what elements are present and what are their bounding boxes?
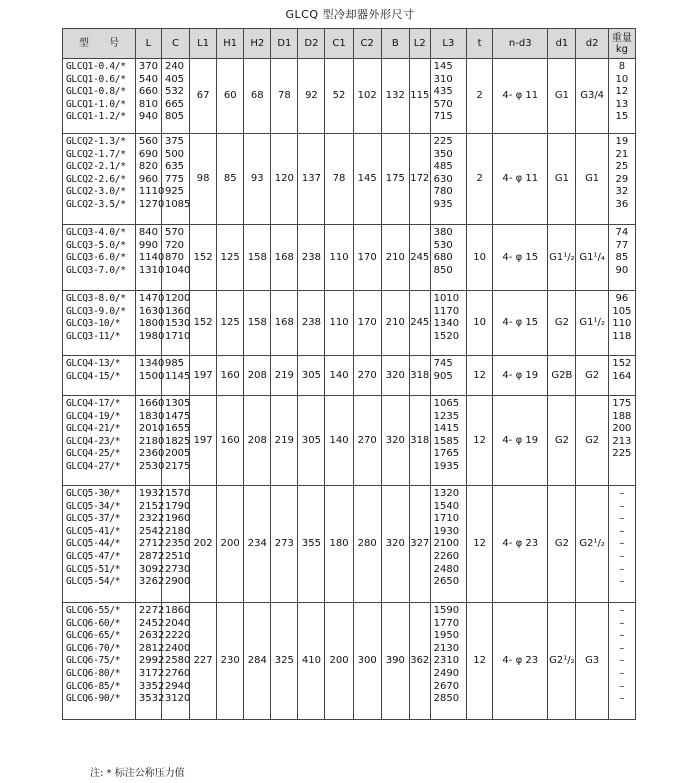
cell-d1: G1¹/₂: [548, 225, 576, 291]
cell-d1: 120: [271, 134, 298, 225]
cell-d2: 305: [298, 396, 325, 486]
cell-t: 12: [467, 356, 493, 396]
cell-b: 210: [381, 291, 409, 356]
cell-l3: 1590 1770 1950 2130 2310 2490 2670 2850: [430, 603, 466, 720]
cell-c2: 280: [353, 486, 381, 603]
cell-l3: 225 350 485 630 780 935: [430, 134, 466, 225]
model-list: GLCQ4-17/* GLCQ4-19/* GLCQ4-21/* GLCQ4-23/* GLCQ4-25/* GLCQ4-27/*: [63, 396, 136, 486]
cell-c2: 270: [353, 356, 381, 396]
cell-h2: 158: [244, 225, 271, 291]
cell-c2: 170: [353, 225, 381, 291]
cell-c1: 110: [325, 225, 353, 291]
cell-c1: 140: [325, 396, 353, 486]
cell-l: 1660 1830 2010 2180 2360 2530: [135, 396, 161, 486]
cell-h2: 208: [244, 396, 271, 486]
cell-l: 1932 2152 2322 2542 2712 2872 3092 3262: [135, 486, 161, 603]
cell-d1: G2: [548, 291, 576, 356]
cell-c2: 145: [353, 134, 381, 225]
model-list: GLCQ2-1.3/* GLCQ2-1.7/* GLCQ2-2.1/* GLCQ2-2.6/* GLCQ2-3.0/* GLCQ2-3.5/*: [63, 134, 136, 225]
cell-l3: 380 530 680 850: [430, 225, 466, 291]
cell-c: 1200 1360 1530 1710: [161, 291, 189, 356]
model-list: GLCQ3-8.0/* GLCQ3-9.0/* GLCQ3-10/* GLCQ3-11/*: [63, 291, 136, 356]
cell-c1: 200: [325, 603, 353, 720]
model-list: GLCQ5-30/* GLCQ5-34/* GLCQ5-37/* GLCQ5-41/* GLCQ5-44/* GLCQ5-47/* GLCQ5-51/* GLCQ5-54/*: [63, 486, 136, 603]
table-row: [63, 59, 636, 134]
cell-l2: 245: [409, 291, 430, 356]
cell-l2: 318: [409, 396, 430, 486]
cell-h1: 160: [217, 396, 244, 486]
cell-nd3: 4- φ 15: [493, 225, 548, 291]
cell-d2: G2: [576, 356, 608, 396]
cell-t: 2: [467, 59, 493, 134]
cell-h1: 200: [217, 486, 244, 603]
cell-c: 1860 2040 2220 2400 2580 2760 2940 3120: [161, 603, 189, 720]
header-cell: L2: [409, 29, 430, 59]
cell-d1: 219: [271, 356, 298, 396]
cell-c: 375 500 635 775 925 1085: [161, 134, 189, 225]
cell-l2: 172: [409, 134, 430, 225]
cell-c2: 102: [353, 59, 381, 134]
model-list: GLCQ3-4.0/* GLCQ3-5.0/* GLCQ3-6.0/* GLCQ3-7.0/*: [63, 225, 136, 291]
header-cell: L1: [190, 29, 217, 59]
cell-h2: 93: [244, 134, 271, 225]
header-cell: C1: [325, 29, 353, 59]
cell-l1: 227: [190, 603, 217, 720]
header-cell: C2: [353, 29, 381, 59]
header-cell: D1: [271, 29, 298, 59]
cell-l3: 1320 1540 1710 1930 2100 2260 2480 2650: [430, 486, 466, 603]
model-list: GLCQ1-0.4/* GLCQ1-0.6/* GLCQ1-0.8/* GLCQ1-1.0/* GLCQ1-1.2/*: [63, 59, 136, 134]
cell-c1: 78: [325, 134, 353, 225]
cell-nd3: 4- φ 19: [493, 356, 548, 396]
cell-b: 175: [381, 134, 409, 225]
header-model: 型 号: [63, 29, 136, 59]
header-cell: d2: [576, 29, 608, 59]
cell-l: 1340 1500: [135, 356, 161, 396]
table-row: [63, 134, 636, 225]
cell-d1: G2: [548, 396, 576, 486]
cell-l3: 145 310 435 570 715: [430, 59, 466, 134]
cell-c1: 180: [325, 486, 353, 603]
table-row: [63, 291, 636, 356]
cell-c1: 140: [325, 356, 353, 396]
cell-c: 1570 1790 1960 2180 2350 2510 2730 2900: [161, 486, 189, 603]
header-cell: L: [135, 29, 161, 59]
cell-d1: G2B: [548, 356, 576, 396]
cell-l2: 318: [409, 356, 430, 396]
weight-list: – – – – – – – –: [608, 486, 635, 603]
cell-d1: 325: [271, 603, 298, 720]
cell-d2: G2: [576, 396, 608, 486]
cell-l3: 1065 1235 1415 1585 1765 1935: [430, 396, 466, 486]
header-cell: t: [467, 29, 493, 59]
cell-d1: 168: [271, 291, 298, 356]
cell-d2: G3: [576, 603, 608, 720]
cell-l1: 67: [190, 59, 217, 134]
cell-d2: 92: [298, 59, 325, 134]
weight-list: 19 21 25 29 32 36: [608, 134, 635, 225]
cell-l1: 152: [190, 225, 217, 291]
cell-d1: G1: [548, 59, 576, 134]
cell-h2: 68: [244, 59, 271, 134]
header-weight-unit: kg: [615, 43, 628, 55]
weight-list: 8 10 12 13 15: [608, 59, 635, 134]
cell-l: 1470 1630 1800 1980: [135, 291, 161, 356]
cell-d2: G2¹/₂: [576, 486, 608, 603]
cell-l: 840 990 1140 1310: [135, 225, 161, 291]
cell-b: 132: [381, 59, 409, 134]
cell-h1: 125: [217, 291, 244, 356]
header-cell: H2: [244, 29, 271, 59]
cell-d1: 168: [271, 225, 298, 291]
weight-list: 152 164: [608, 356, 635, 396]
cell-d1: G2: [548, 486, 576, 603]
cell-nd3: 4- φ 11: [493, 59, 548, 134]
cell-c2: 270: [353, 396, 381, 486]
cell-l: 2272 2452 2632 2812 2992 3172 3352 3532: [135, 603, 161, 720]
cell-l1: 152: [190, 291, 217, 356]
footnote: 注: * 标注公称压力值: [90, 768, 185, 779]
cell-d2: G1: [576, 134, 608, 225]
cell-h2: 234: [244, 486, 271, 603]
cell-l2: 327: [409, 486, 430, 603]
header-cell: L3: [430, 29, 466, 59]
header-cell: d1: [548, 29, 576, 59]
cell-l: 370 540 660 810 940: [135, 59, 161, 134]
header-cell: n-d3: [493, 29, 548, 59]
cell-b: 320: [381, 486, 409, 603]
cell-nd3: 4- φ 11: [493, 134, 548, 225]
cell-nd3: 4- φ 19: [493, 396, 548, 486]
cell-d2: 410: [298, 603, 325, 720]
cell-b: 320: [381, 396, 409, 486]
cell-h1: 85: [217, 134, 244, 225]
cell-h2: 158: [244, 291, 271, 356]
cell-d2: G3/4: [576, 59, 608, 134]
header-cell: H1: [217, 29, 244, 59]
model-list: GLCQ6-55/* GLCQ6-60/* GLCQ6-65/* GLCQ6-70/* GLCQ6-75/* GLCQ6-80/* GLCQ6-85/* GLCQ6-90/*: [63, 603, 136, 720]
cell-l1: 197: [190, 356, 217, 396]
cell-d1: 273: [271, 486, 298, 603]
table-row: [63, 356, 636, 396]
cell-l1: 197: [190, 396, 217, 486]
cell-t: 2: [467, 134, 493, 225]
cell-nd3: 4- φ 23: [493, 486, 548, 603]
cell-t: 12: [467, 603, 493, 720]
cell-c2: 300: [353, 603, 381, 720]
cell-nd3: 4- φ 23: [493, 603, 548, 720]
cell-nd3: 4- φ 15: [493, 291, 548, 356]
cell-t: 10: [467, 225, 493, 291]
table-row: [63, 486, 636, 603]
cell-l: 560 690 820 960 1110 1270: [135, 134, 161, 225]
weight-list: – – – – – – – –: [608, 603, 635, 720]
cell-c2: 170: [353, 291, 381, 356]
cell-l2: 362: [409, 603, 430, 720]
cell-b: 320: [381, 356, 409, 396]
cell-h1: 230: [217, 603, 244, 720]
weight-list: 96 105 110 118: [608, 291, 635, 356]
cell-h1: 160: [217, 356, 244, 396]
cell-d1: G2¹/₂: [548, 603, 576, 720]
cell-d2: 137: [298, 134, 325, 225]
cell-c: 1305 1475 1655 1825 2005 2175: [161, 396, 189, 486]
cell-c: 570 720 870 1040: [161, 225, 189, 291]
header-weight: [608, 29, 635, 59]
cell-h2: 208: [244, 356, 271, 396]
table-row: [63, 603, 636, 720]
cell-d2: 355: [298, 486, 325, 603]
cell-c1: 110: [325, 291, 353, 356]
cell-l2: 115: [409, 59, 430, 134]
cell-d1: 78: [271, 59, 298, 134]
cell-d1: 219: [271, 396, 298, 486]
cell-d2: 238: [298, 291, 325, 356]
table-row: [63, 396, 636, 486]
cell-d1: G1: [548, 134, 576, 225]
cell-t: 12: [467, 486, 493, 603]
cell-b: 390: [381, 603, 409, 720]
header-cell: C: [161, 29, 189, 59]
header-cell: D2: [298, 29, 325, 59]
cell-c: 985 1145: [161, 356, 189, 396]
cell-t: 10: [467, 291, 493, 356]
dimension-table: [62, 28, 636, 720]
cell-h1: 125: [217, 225, 244, 291]
cell-l1: 98: [190, 134, 217, 225]
cell-d2: 305: [298, 356, 325, 396]
header-row: [63, 29, 636, 59]
cell-l3: 745 905: [430, 356, 466, 396]
weight-list: 175 188 200 213 225: [608, 396, 635, 486]
page-title: GLCQ 型冷却器外形尺寸: [285, 8, 415, 21]
cell-d2: G1¹/₂: [576, 291, 608, 356]
cell-d2: 238: [298, 225, 325, 291]
table-row: [63, 225, 636, 291]
cell-t: 12: [467, 396, 493, 486]
cell-l2: 245: [409, 225, 430, 291]
model-list: GLCQ4-13/* GLCQ4-15/*: [63, 356, 136, 396]
cell-h1: 60: [217, 59, 244, 134]
weight-list: 74 77 85 90: [608, 225, 635, 291]
header-weight-label: 重量: [611, 32, 632, 44]
cell-b: 210: [381, 225, 409, 291]
cell-h2: 284: [244, 603, 271, 720]
cell-d2: G1¹/₄: [576, 225, 608, 291]
cell-c: 240 405 532 665 805: [161, 59, 189, 134]
header-cell: B: [381, 29, 409, 59]
cell-l3: 1010 1170 1340 1520: [430, 291, 466, 356]
cell-c1: 52: [325, 59, 353, 134]
cell-l1: 202: [190, 486, 217, 603]
